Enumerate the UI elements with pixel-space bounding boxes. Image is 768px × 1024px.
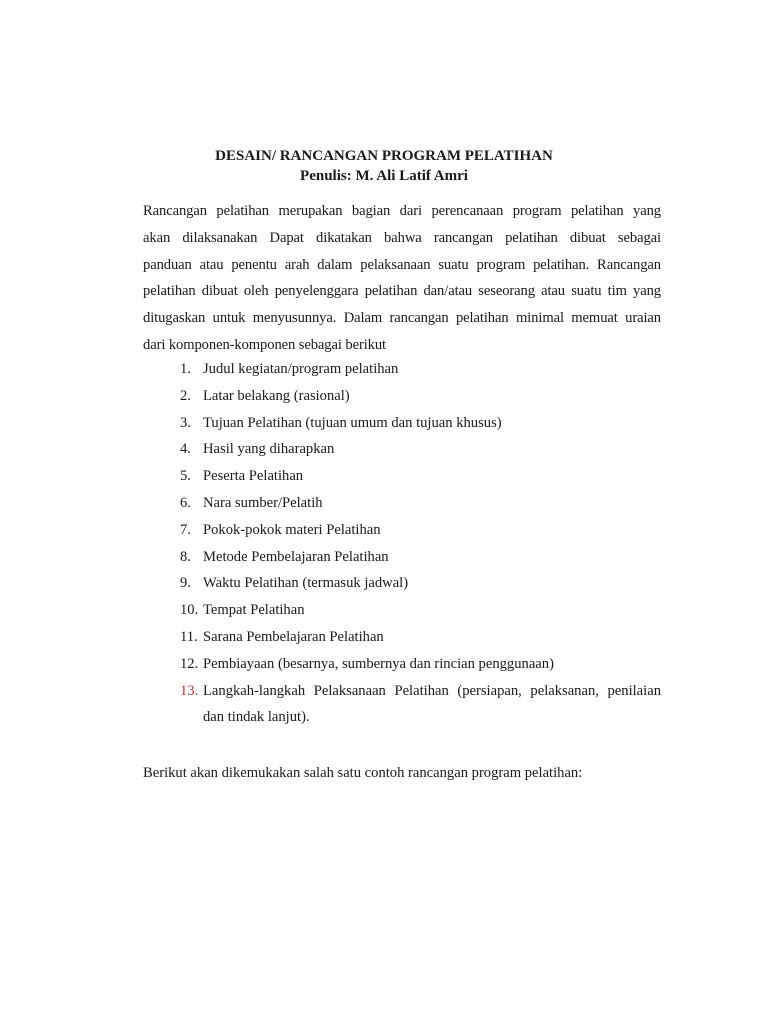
component-list — [143, 356, 661, 731]
intro-line: pelatihan dibuat oleh penyelenggara pelatihan dan/atau seseorang atau suatu tim yang — [143, 283, 661, 300]
list-item-text: Tujuan Pelatihan (tujuan umum dan tujuan khusus) — [203, 414, 502, 431]
list-item — [143, 356, 661, 383]
list-item — [143, 463, 661, 490]
intro-line: ditugaskan untuk menyusunnya. Dalam rancangan pelatihan minimal memuat uraian — [143, 310, 661, 327]
list-item-number: 11. — [180, 628, 198, 645]
list-item-number: 8. — [180, 548, 191, 565]
intro-paragraph — [143, 198, 661, 359]
list-item-number: 4. — [180, 441, 191, 458]
list-item-text: Metode Pembelajaran Pelatihan — [203, 548, 389, 565]
list-item — [143, 517, 661, 544]
list-item-text: Sarana Pembelajaran Pelatihan — [203, 628, 384, 645]
list-item-number-highlighted: 13. — [180, 682, 199, 699]
list-item-number: 1. — [180, 361, 191, 377]
list-item-text: Tempat Pelatihan — [203, 602, 305, 619]
list-item — [143, 490, 661, 517]
list-item-number: 6. — [180, 494, 191, 511]
list-item-text: Judul kegiatan/program pelatihan — [203, 361, 399, 377]
list-item-text: Pokok-pokok materi Pelatihan — [203, 521, 381, 538]
list-item — [143, 410, 661, 437]
intro-line: Rancangan pelatihan merupakan bagian dari perencanaan program pelatihan yang — [143, 203, 661, 219]
list-item-number: 3. — [180, 414, 191, 431]
list-item — [143, 651, 661, 678]
list-item-number: 7. — [180, 521, 191, 538]
list-item-text: Latar belakang (rasional) — [203, 387, 350, 404]
list-item-text: Nara sumber/Pelatih — [203, 494, 323, 511]
list-item — [143, 597, 661, 624]
intro-line: dari komponen-komponen sebagai berikut — [143, 336, 387, 353]
list-item-text-continued: dan tindak lanjut). — [203, 709, 310, 726]
list-item-text: Langkah-langkah Pelaksanaan Pelatihan (persiapan, pelaksanan, penilaian — [203, 682, 661, 699]
list-item-text: Hasil yang diharapkan — [203, 441, 335, 458]
list-item — [143, 570, 661, 597]
list-item — [143, 544, 661, 571]
list-item — [143, 624, 661, 651]
intro-line: akan dilaksanakan Dapat dikatakan bahwa rancangan pelatihan dibuat sebagai — [143, 229, 661, 246]
list-item-number: 12. — [180, 655, 199, 672]
closing-sentence: Berikut akan dikemukakan salah satu contoh rancangan program pelatihan: — [143, 765, 583, 781]
list-item-number: 5. — [180, 468, 191, 485]
list-item-number: 9. — [180, 575, 191, 592]
list-item-number: 10. — [180, 602, 199, 619]
list-item-text: Waktu Pelatihan (termasuk jadwal) — [203, 575, 409, 592]
list-item — [143, 436, 661, 463]
intro-line: panduan atau penentu arah dalam pelaksanaan suatu program pelatihan. Rancangan — [143, 256, 661, 273]
list-item — [143, 383, 661, 410]
list-item — [143, 678, 661, 732]
list-item-number: 2. — [180, 387, 191, 404]
document-title: DESAIN/ RANCANGAN PROGRAM PELATIHAN — [215, 148, 553, 164]
document-author: Penulis: M. Ali Latif Amri — [300, 168, 468, 184]
list-item-text: Pembiayaan (besarnya, sumbernya dan rincian penggunaan) — [203, 655, 554, 672]
list-item-text: Peserta Pelatihan — [203, 468, 304, 485]
